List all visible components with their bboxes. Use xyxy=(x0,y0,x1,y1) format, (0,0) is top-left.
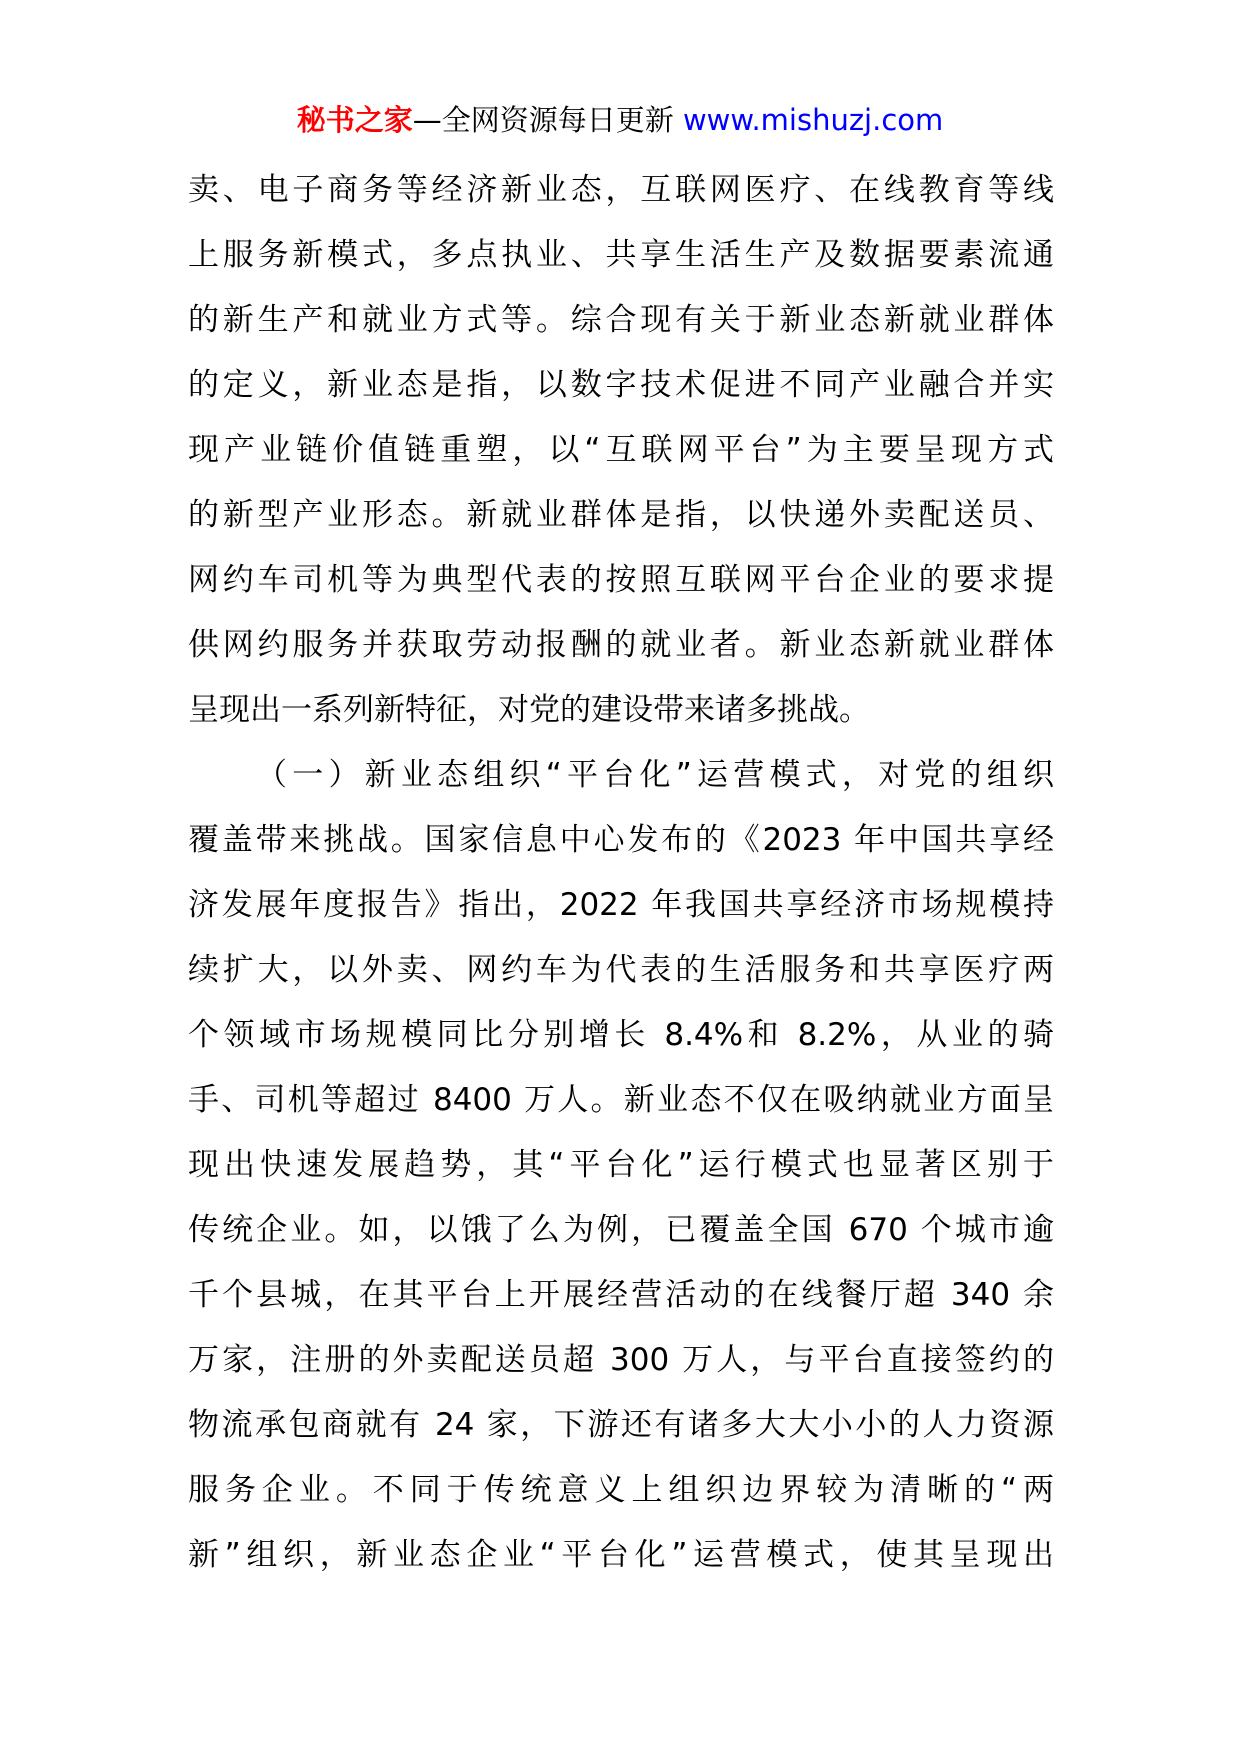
text-line: 现出快速发展趋势，其“平台化”运行模式也显著区别于 xyxy=(188,1147,1054,1183)
paragraph-2 xyxy=(188,743,1054,1588)
text-line: 济发展年度报告》指出，2022 年我国共享经济市场规模持 xyxy=(188,887,1054,923)
text-line: 网约车司机等为典型代表的按照互联网平台企业的要求提 xyxy=(188,562,1054,598)
header-tagline: —全网资源每日更新 xyxy=(412,103,683,137)
text-line: 物流承包商就有 24 家，下游还有诸多大大小小的人力资源 xyxy=(188,1407,1054,1443)
text-line: 传统企业。如，以饿了么为例，已覆盖全国 670 个城市逾 xyxy=(188,1212,1054,1248)
text-line: （一）新业态组织“平台化”运营模式，对党的组织 xyxy=(256,757,1054,793)
text-line: 供网约服务并获取劳动报酬的就业者。新业态新就业群体 xyxy=(188,627,1054,663)
text-line: 万家，注册的外卖配送员超 300 万人，与平台直接签约的 xyxy=(188,1342,1054,1378)
text-line: 的新型产业形态。新就业群体是指，以快递外卖配送员、 xyxy=(188,497,1054,533)
text-line: 服务企业。不同于传统意义上组织边界较为清晰的“两 xyxy=(188,1472,1054,1508)
text-line: 覆盖带来挑战。国家信息中心发布的《2023 年中国共享经 xyxy=(188,822,1054,858)
text-line: 上服务新模式，多点执业、共享生活生产及数据要素流通 xyxy=(188,237,1054,273)
brand-name: 秘书之家 xyxy=(296,103,413,137)
text-line: 新”组织，新业态企业“平台化”运营模式，使其呈现出 xyxy=(188,1537,1054,1573)
text-line: 续扩大，以外卖、网约车为代表的生活服务和共享医疗两 xyxy=(188,952,1054,988)
text-line: 呈现出一系列新特征，对党的建设带来诸多挑战。 xyxy=(188,692,870,728)
text-line: 的新生产和就业方式等。综合现有关于新业态新就业群体 xyxy=(188,302,1054,338)
text-line: 卖、电子商务等经济新业态，互联网医疗、在线教育等线 xyxy=(188,172,1054,208)
text-line: 手、司机等超过 8400 万人。新业态不仅在吸纳就业方面呈 xyxy=(188,1082,1054,1118)
text-line: 的定义，新业态是指，以数字技术促进不同产业融合并实 xyxy=(188,367,1054,403)
text-line: 个领域市场规模同比分别增长 8.4%和 8.2%，从业的骑 xyxy=(188,1017,1054,1053)
document-body xyxy=(188,158,1054,1588)
paragraph-1 xyxy=(188,158,1054,743)
text-line: 现产业链价值链重塑，以“互联网平台”为主要呈现方式 xyxy=(188,432,1054,468)
website-link[interactable]: www.mishuzj.com xyxy=(682,103,944,137)
page-header xyxy=(0,100,1240,140)
text-line: 千个县城，在其平台上开展经营活动的在线餐厅超 340 余 xyxy=(188,1277,1054,1313)
